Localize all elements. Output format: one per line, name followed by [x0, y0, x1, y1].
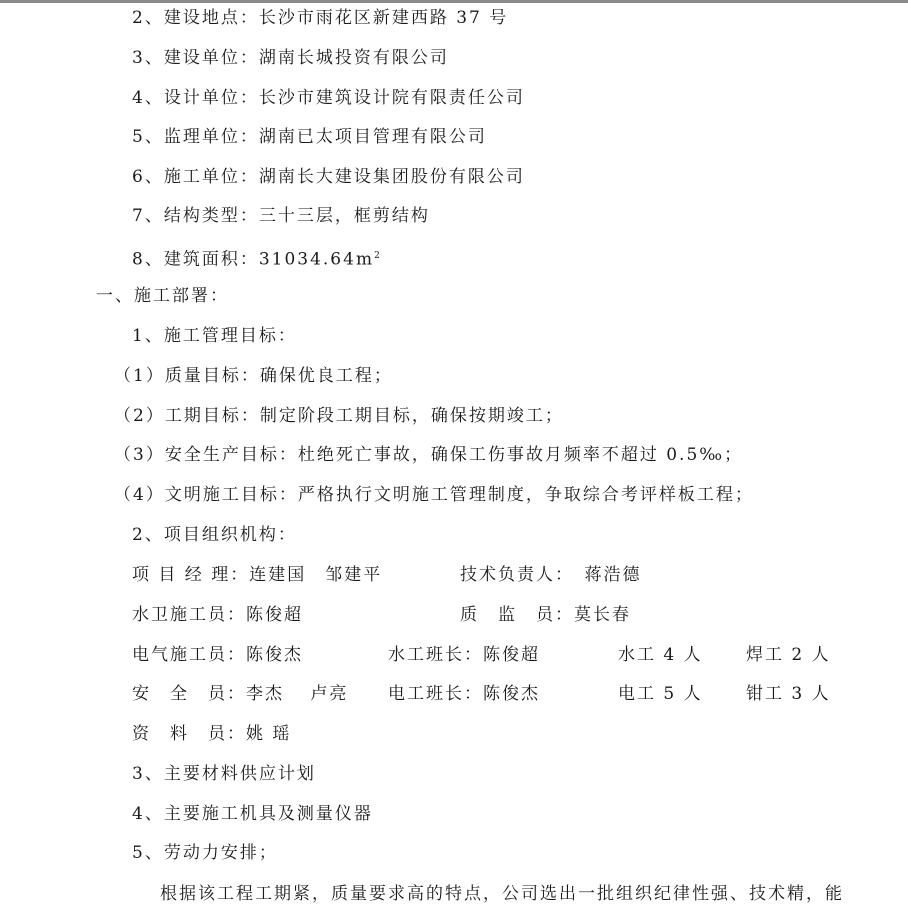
- org-welders-count: 焊工 2 人: [746, 645, 831, 665]
- org-quality-inspector: 质 监 员：莫长春: [460, 605, 631, 625]
- org-plumbing-engineer: 水卫施工员：陈俊超: [132, 605, 303, 625]
- goal-quality: （1）质量目标：确保优良工程；: [114, 366, 393, 386]
- info-line-owner: 3、建设单位：湖南长城投资有限公司: [132, 48, 449, 68]
- org-electricians-count: 电工 5 人: [618, 684, 703, 704]
- info-line-area: 8、建筑面积：$31034.64m^2$: [132, 249, 380, 270]
- plan-labor: 5、劳动力安排；: [132, 843, 278, 863]
- goal-civilized: （4）文明施工目标：严格执行文明施工管理制度，争取综合考评样板工程；: [114, 485, 754, 505]
- org-plumbers-count: 水工 4 人: [618, 645, 703, 665]
- plan-equipment: 4、主要施工机具及测量仪器: [132, 804, 373, 824]
- org-safety-officer: 安 全 员：李杰 卢亮: [132, 684, 349, 704]
- org-project-manager: 项 目 经 理：连建国 邹建平: [132, 565, 383, 585]
- body-paragraph: 根据该工程工期紧，质量要求高的特点，公司选出一批组织纪律性强、技术精，能: [160, 884, 844, 904]
- goal-schedule: （2）工期目标：制定阶段工期目标，确保按期竣工；: [114, 406, 564, 426]
- goal-safety: （3）安全生产目标：杜绝死亡事故，确保工伤事故月频率不超过 0.5‰；: [114, 445, 744, 465]
- org-fitters-count: 钳工 3 人: [746, 684, 831, 704]
- org-plumbing-foreman: 水工班长：陈俊超: [388, 645, 540, 665]
- section-heading: 一、施工部署：: [96, 286, 229, 306]
- management-goals-heading: 1、施工管理目标：: [132, 326, 297, 346]
- org-electrical-engineer: 电气施工员：陈俊杰: [132, 645, 303, 665]
- plan-materials: 3、主要材料供应计划: [132, 764, 316, 784]
- info-line-supervisor: 5、监理单位：湖南已太项目管理有限公司: [132, 127, 487, 147]
- org-document-officer: 资 料 员：姚 瑶: [132, 724, 292, 744]
- info-line-location: 2、建设地点：长沙市雨花区新建西路 37 号: [132, 8, 509, 28]
- org-technical-lead: 技术负责人： 蒋浩德: [460, 565, 642, 585]
- info-line-contractor: 6、施工单位：湖南长大建设集团股份有限公司: [132, 167, 525, 187]
- organization-heading: 2、项目组织机构：: [132, 525, 297, 545]
- top-border: [0, 0, 908, 3]
- info-line-structure: 7、结构类型：三十三层，框剪结构: [132, 206, 430, 226]
- info-line-designer: 4、设计单位：长沙市建筑设计院有限责任公司: [132, 88, 525, 108]
- org-electrical-foreman: 电工班长：陈俊杰: [388, 684, 540, 704]
